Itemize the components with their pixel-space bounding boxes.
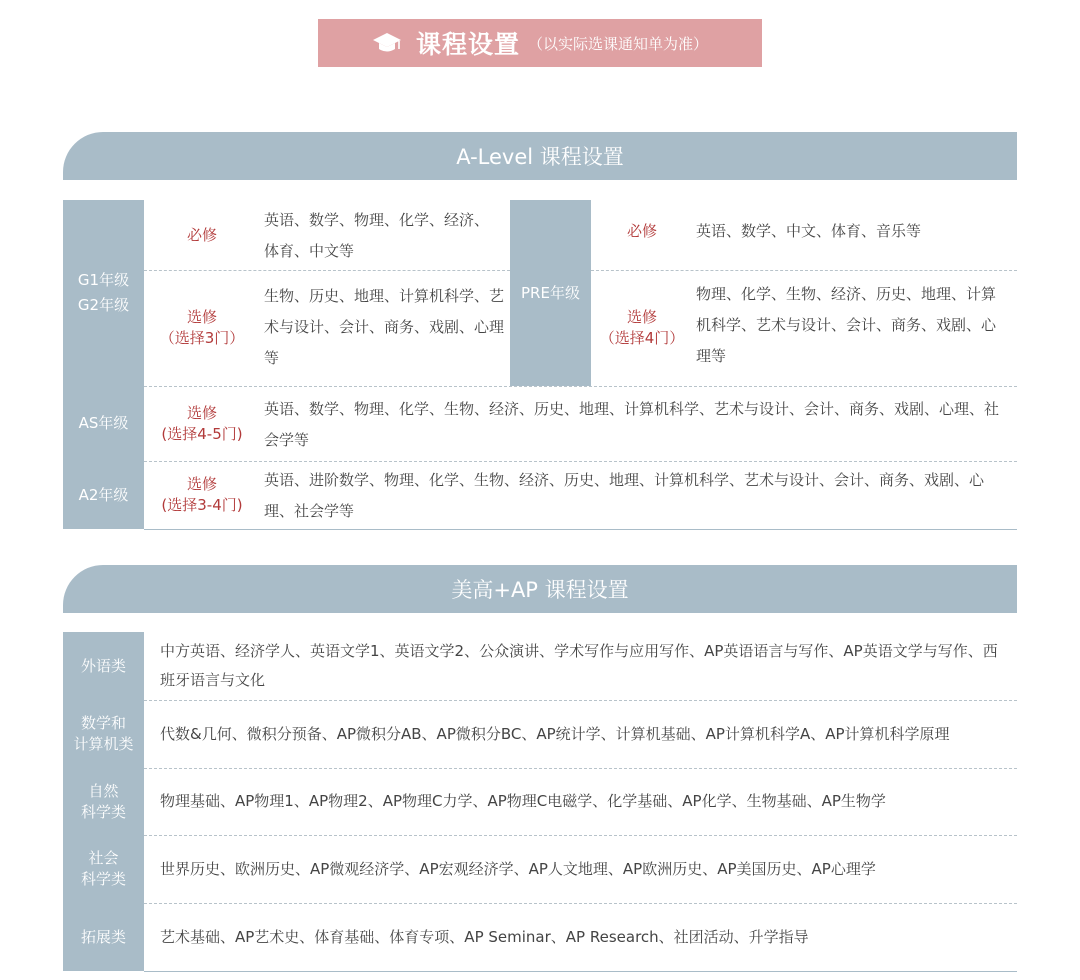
course-settings-banner bbox=[318, 19, 762, 67]
ap-foreign-language-courses: 中方英语、经济学人、英语文学1、英语文学2、公众演讲、学术写作与应用写作、AP英语语言与写作、AP英语文学与写作、西班牙语言与文化 bbox=[160, 642, 998, 689]
divider bbox=[591, 270, 1017, 271]
pre-elective-courses: 物理、化学、生物、经济、历史、地理、计算机科学、艺术与设计、会计、商务、戏剧、心理等 bbox=[696, 285, 997, 365]
pre-elective-label: 选修 （选择4门） bbox=[599, 308, 685, 347]
ap-section-title: 美高+AP 课程设置 bbox=[451, 578, 629, 602]
a2-elective-courses: 英语、进阶数学、物理、化学、生物、经济、历史、地理、计算机科学、艺术与设计、会计、商务、戏剧、心理、社会学等 bbox=[264, 471, 985, 520]
g12-elective-label: 选修 （选择3门） bbox=[159, 308, 245, 347]
ap-category-foreign-language: 外语类 bbox=[63, 632, 144, 700]
ap-extension-courses: 艺术基础、AP艺术史、体育基础、体育专项、AP Seminar、AP Research、社团活动、升学指导 bbox=[160, 927, 809, 946]
as-grade-label: AS年级 bbox=[63, 386, 144, 461]
alevel-section-header bbox=[63, 132, 1017, 180]
pre-grade-label: PRE年级 bbox=[510, 200, 591, 386]
graduation-cap-icon bbox=[372, 32, 402, 54]
ap-natural-science-courses: 物理基础、AP物理1、AP物理2、AP物理C力学、AP物理C电磁学、化学基础、AP化学、生物基础、AP生物学 bbox=[160, 792, 886, 810]
as-elective-courses: 英语、数学、物理、化学、生物、经济、历史、地理、计算机科学、艺术与设计、会计、商务、戏剧、心理、社会学等 bbox=[264, 400, 1000, 449]
ap-category-natural-science: 自然 科学类 bbox=[63, 768, 144, 835]
table-bottom-line bbox=[144, 971, 1017, 972]
g12-elective-courses: 生物、历史、地理、计算机科学、艺术与设计、会计、商务、戏剧、心理等 bbox=[264, 287, 505, 367]
divider bbox=[144, 270, 510, 271]
divider bbox=[144, 386, 1017, 387]
ap-social-science-courses: 世界历史、欧洲历史、AP微观经济学、AP宏观经济学、AP人文地理、AP欧洲历史、AP美国历史、AP心理学 bbox=[160, 859, 876, 878]
as-elective-label: 选修 (选择4-5门) bbox=[161, 403, 243, 443]
banner-note: （以实际选课通知单为准） bbox=[528, 34, 709, 53]
pre-required-courses: 英语、数学、中文、体育、音乐等 bbox=[696, 221, 922, 240]
pre-required-label: 必修 bbox=[626, 221, 657, 240]
g12-required-courses: 英语、数学、物理、化学、经济、体育、中文等 bbox=[264, 211, 490, 260]
a2-grade-label: A2年级 bbox=[63, 461, 144, 529]
g12-grade-label: G1年级 G2年级 bbox=[63, 200, 144, 386]
ap-section-header bbox=[63, 565, 1017, 613]
a2-elective-label: 选修 (选择3-4门) bbox=[161, 475, 243, 514]
banner-title: 课程设置 bbox=[415, 30, 520, 59]
ap-category-social-science: 社会 科学类 bbox=[63, 835, 144, 903]
alevel-section-title: A-Level 课程设置 bbox=[456, 145, 624, 169]
ap-category-math-cs: 数学和 计算机类 bbox=[63, 700, 144, 768]
g12-required-label: 必修 bbox=[186, 225, 217, 244]
ap-category-extension: 拓展类 bbox=[63, 903, 144, 971]
ap-math-cs-courses: 代数&几何、微积分预备、AP微积分AB、AP微积分BC、AP统计学、计算机基础、AP计算机科学A、AP计算机科学原理 bbox=[160, 724, 950, 743]
divider bbox=[144, 461, 1017, 462]
table-bottom-line bbox=[144, 529, 1017, 530]
